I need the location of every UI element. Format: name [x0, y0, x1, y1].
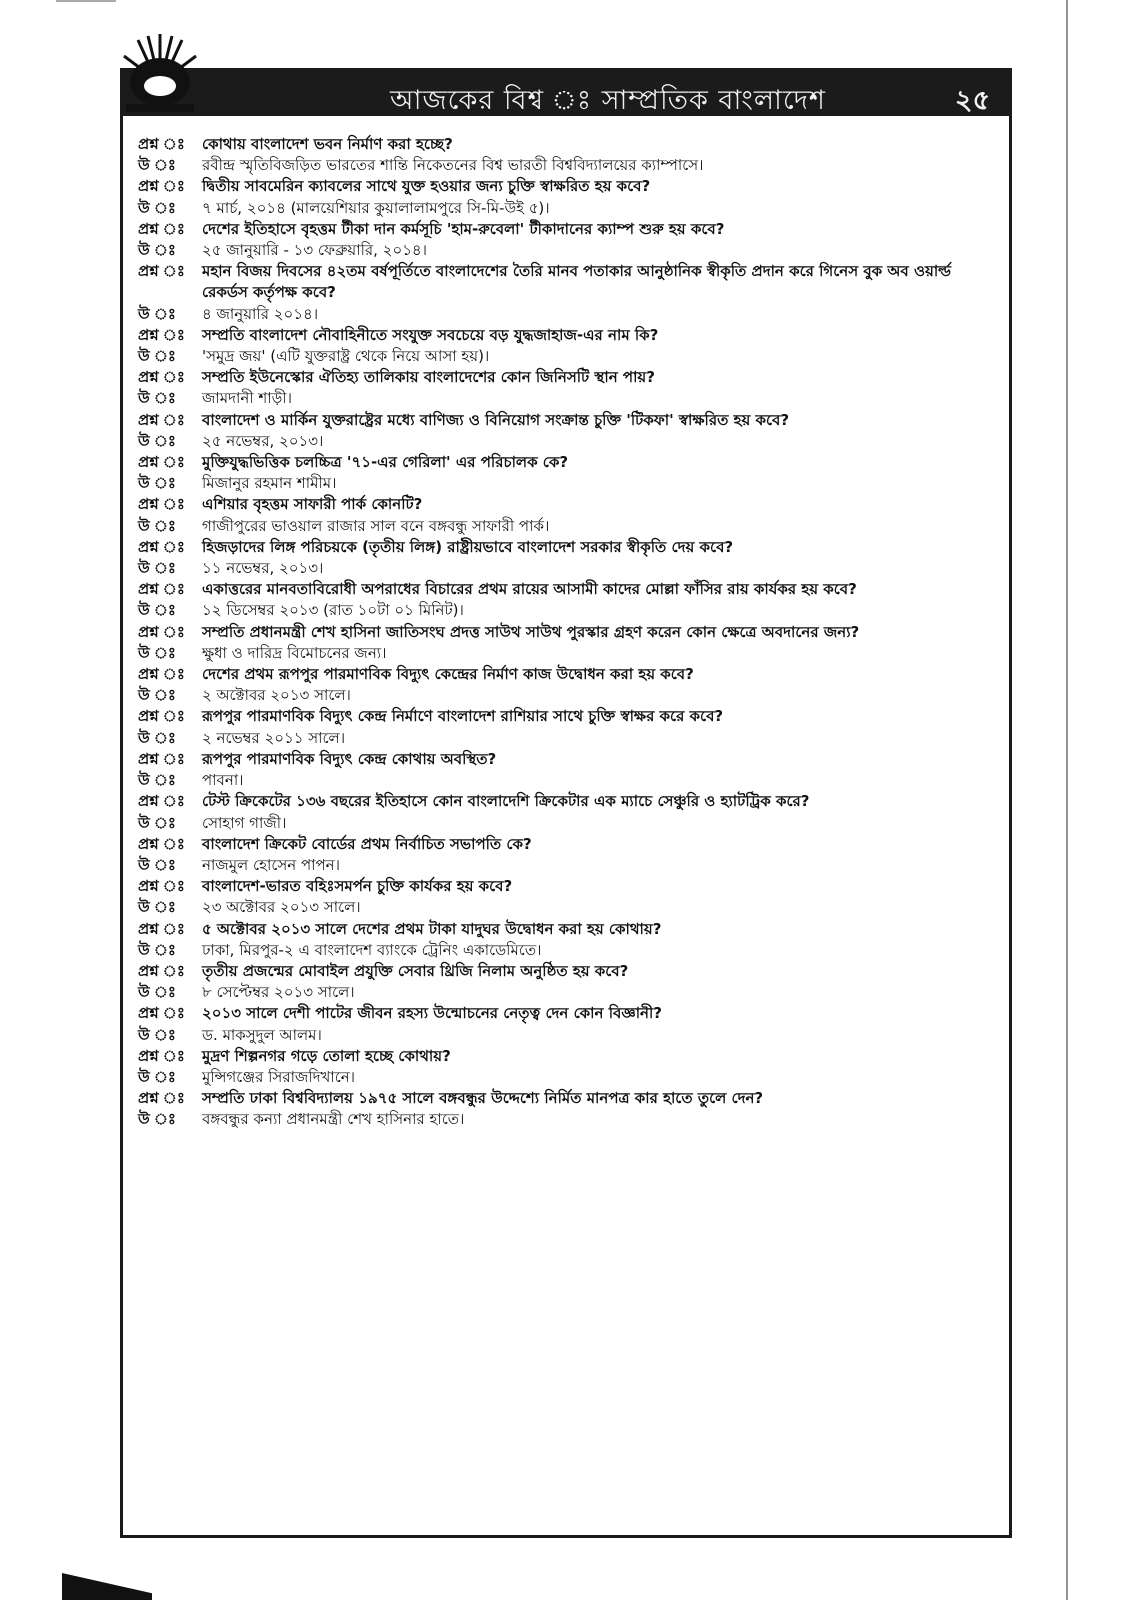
question-row [138, 919, 998, 940]
question-row [138, 1088, 998, 1109]
question-label: প্রশ্ন ঃ [138, 877, 185, 896]
question-label: প্রশ্ন ঃ [138, 219, 185, 238]
answer-text: ২ নভেম্বর ২০১১ সালে। [202, 728, 346, 747]
question-label: প্রশ্ন ঃ [138, 1089, 185, 1108]
answer-text: সোহাগ গাজী। [202, 813, 287, 832]
question-text: মুক্তিযুদ্ধভিত্তিক চলচ্চিত্র '৭১-এর গেরিলা' এর পরিচালক কে? [202, 453, 569, 472]
question-row [138, 1046, 998, 1067]
answer-label: উ ঃ [138, 855, 176, 874]
answer-row [138, 982, 998, 1003]
answer-label: উ ঃ [138, 771, 176, 790]
answer-row [138, 855, 998, 876]
answer-row [138, 1067, 998, 1088]
question-text: মুদ্রণ শিল্পনগর গড়ে তোলা হচ্ছে কোথায়? [202, 1046, 451, 1065]
answer-text: ২ অক্টোবর ২০১৩ সালে। [202, 686, 351, 705]
question-label: প্রশ্ন ঃ [138, 834, 185, 853]
answer-text: ১২ ডিসেম্বর ২০১৩ (রাত ১০টা ০১ মিনিট)। [202, 601, 464, 620]
question-row [138, 579, 998, 600]
answer-label: উ ঃ [138, 156, 176, 175]
question-row [138, 325, 998, 346]
question-text: দেশের প্রথম রূপপুর পারমাণবিক বিদ্যুৎ কেন্দ্রের নির্মাণ কাজ উদ্বোধন করা হয় কবে? [202, 665, 694, 684]
question-text: সম্প্রতি বাংলাদেশ নৌবাহিনীতে সংযুক্ত সবচেয়ে বড় যুদ্ধজাহাজ-এর নাম কি? [202, 325, 659, 344]
answer-text: ১১ নভেম্বর, ২০১৩। [202, 559, 324, 578]
question-label: প্রশ্ন ঃ [138, 135, 185, 153]
answer-text: ৪ জানুয়ারি ২০১৪। [202, 304, 319, 323]
page-title: আজকের বিশ্ব ঃ সাম্প্রতিক বাংলাদেশ [390, 85, 826, 116]
question-text: রূপপুর পারমাণবিক বিদ্যুৎ কেন্দ্র নির্মাণে বাংলাদেশ রাশিয়ার সাথে চুক্তি স্বাক্ষর করে কবে? [202, 707, 724, 726]
answer-row [138, 770, 998, 791]
question-row [138, 219, 998, 240]
answer-label: উ ঃ [138, 516, 176, 535]
question-text: বাংলাদেশ-ভারত বহিঃসমর্পন চুক্তি কার্যকর হয় কবে? [202, 877, 513, 896]
answer-row [138, 643, 998, 664]
question-row [138, 537, 998, 558]
answer-label: উ ঃ [138, 1025, 176, 1044]
answer-label: উ ঃ [138, 728, 176, 747]
answer-row [138, 685, 998, 706]
question-text: মহান বিজয় দিবসের ৪২তম বর্ষপূর্তিতে বাংলাদেশের তৈরি মানব পতাকার আনুষ্ঠানিক স্বীকৃতি প্রদান করে গিনেস বুক অব ওয়ার্ল্ড রেকর্ডস কর্তৃপক্ষ কবে? [202, 262, 952, 302]
answer-label: উ ঃ [138, 304, 176, 323]
question-row [138, 749, 998, 770]
answer-row [138, 155, 998, 176]
answer-text: নাজমুল হোসেন পাপন। [202, 855, 341, 874]
question-label: প্রশ্ন ঃ [138, 325, 185, 344]
question-text: বাংলাদেশ ক্রিকেট বোর্ডের প্রথম নির্বাচিত সভাপতি কে? [202, 834, 532, 853]
answer-text: গাজীপুরের ভাওয়াল রাজার সাল বনে বঙ্গবন্ধু সাফারী পার্ক। [202, 516, 550, 535]
answer-row [138, 813, 998, 834]
answer-row [138, 431, 998, 452]
page-header [120, 68, 1012, 116]
answer-row [138, 304, 998, 325]
answer-text: ২৫ জানুয়ারি - ১৩ ফেব্রুয়ারি, ২০১৪। [202, 241, 428, 260]
answer-label: উ ঃ [138, 813, 176, 832]
question-row [138, 664, 998, 685]
answer-row [138, 1109, 998, 1130]
scan-mark-bottom [62, 1555, 152, 1600]
question-label: প্রশ্ন ঃ [138, 177, 185, 196]
answer-label: উ ঃ [138, 198, 176, 217]
answer-row [138, 897, 998, 918]
question-row [138, 134, 998, 155]
scan-edge-line [1066, 0, 1068, 1600]
question-text: হিজড়াদের লিঙ্গ পরিচয়কে (তৃতীয় লিঙ্গ) রাষ্ট্রীয়ভাবে বাংলাদেশ সরকার স্বীকৃতি দেয় কবে? [202, 537, 734, 556]
question-label: প্রশ্ন ঃ [138, 749, 185, 768]
answer-label: উ ঃ [138, 559, 176, 578]
question-row [138, 1003, 998, 1024]
answer-text: ৭ মার্চ, ২০১৪ (মালয়েশিয়ার কুয়ালালামপুরে সি-মি-উই ৫)। [202, 198, 550, 217]
answer-label: উ ঃ [138, 940, 176, 959]
question-text: টেস্ট ক্রিকেটের ১৩৬ বছরের ইতিহাসে কোন বাংলাদেশি ক্রিকেটার এক ম্যাচে সেঞ্চুরি ও হ্যাটট্রিক করে? [202, 792, 810, 811]
question-row [138, 261, 998, 303]
answer-label: উ ঃ [138, 1110, 176, 1129]
question-row [138, 410, 998, 431]
question-text: সম্প্রতি ইউনেস্কোর ঐতিহ্য তালিকায় বাংলাদেশের কোন জিনিসটি স্থান পায়? [202, 368, 655, 387]
question-label: প্রশ্ন ঃ [138, 707, 185, 726]
page-number: ২৫ [954, 85, 990, 116]
answer-label: উ ঃ [138, 474, 176, 493]
answer-text: পাবনা। [202, 771, 244, 790]
question-text: ৫ অক্টোবর ২০১৩ সালে দেশের প্রথম টাকা যাদুঘর উদ্বোধন করা হয় কোথায়? [202, 919, 662, 938]
question-label: প্রশ্ন ঃ [138, 622, 185, 641]
question-text: ২০১৩ সালে দেশী পাটের জীবন রহস্য উন্মোচনের নেতৃত্ব দেন কোন বিজ্ঞানী? [202, 1004, 662, 1023]
question-row [138, 834, 998, 855]
answer-text: মুন্সিগঞ্জের সিরাজদিখানে। [202, 1067, 356, 1086]
answer-row [138, 558, 998, 579]
question-label: প্রশ্ন ঃ [138, 453, 185, 472]
question-text: এশিয়ার বৃহত্তম সাফারী পার্ক কোনটি? [202, 495, 423, 514]
question-label: প্রশ্ন ঃ [138, 410, 185, 429]
answer-label: উ ঃ [138, 898, 176, 917]
answer-label: উ ঃ [138, 431, 176, 450]
answer-text: ঢাকা, মিরপুর-২ এ বাংলাদেশ ব্যাংকে ট্রেনিং একাডেমিতে। [202, 940, 542, 959]
answer-label: উ ঃ [138, 601, 176, 620]
question-label: প্রশ্ন ঃ [138, 665, 185, 684]
answer-row [138, 940, 998, 961]
question-row [138, 452, 998, 473]
question-row [138, 706, 998, 727]
answer-text: ২৩ অক্টোবর ২০১৩ সালে। [202, 898, 361, 917]
answer-label: উ ঃ [138, 347, 176, 366]
answer-row [138, 473, 998, 494]
answer-label: উ ঃ [138, 1067, 176, 1086]
answer-text: ড. মাকসুদুল আলম। [202, 1025, 322, 1044]
question-row [138, 961, 998, 982]
answer-row [138, 388, 998, 409]
answer-text: ৮ সেপ্টেম্বর ২০১৩ সালে। [202, 983, 355, 1002]
answer-row [138, 728, 998, 749]
answer-text: ২৫ নভেম্বর, ২০১৩। [202, 431, 324, 450]
question-label: প্রশ্ন ঃ [138, 961, 185, 980]
question-label: প্রশ্ন ঃ [138, 792, 185, 811]
answer-row [138, 1025, 998, 1046]
question-text: সম্প্রতি প্রধানমন্ত্রী শেখ হাসিনা জাতিসংঘ প্রদত্ত সাউথ সাউথ পুরস্কার গ্রহণ করেন কোন ক্ষেত্রে অবদানের জন্য? [202, 622, 860, 641]
answer-text: রবীন্দ্র স্মৃতিবিজড়িত ভারতের শান্তি নিকেতনের বিশ্ব ভারতী বিশ্ববিদ্যালয়ের ক্যাম্পাসে। [202, 156, 704, 175]
question-row [138, 494, 998, 515]
answer-text: 'সমুদ্র জয়' (এটি যুক্তরাষ্ট্র থেকে নিয়ে আসা হয়)। [202, 347, 490, 366]
question-text: কোথায় বাংলাদেশ ভবন নির্মাণ করা হচ্ছে? [202, 135, 453, 153]
question-text: দেশের ইতিহাসে বৃহত্তম টীকা দান কর্মসূচি 'হাম-রুবেলা' টীকাদানের ক্যাম্প শুরু হয় কবে? [202, 219, 725, 238]
question-row [138, 876, 998, 897]
answer-text: ক্ষুধা ও দারিদ্র বিমোচনের জন্য। [202, 643, 387, 662]
question-label: প্রশ্ন ঃ [138, 580, 185, 599]
question-label: প্রশ্ন ঃ [138, 1046, 185, 1065]
question-label: প্রশ্ন ঃ [138, 1004, 185, 1023]
answer-label: উ ঃ [138, 643, 176, 662]
question-text: তৃতীয় প্রজন্মের মোবাইল প্রযুক্তি সেবার থ্রিজি নিলাম অনুষ্ঠিত হয় কবে? [202, 961, 629, 980]
question-text: বাংলাদেশ ও মার্কিন যুক্তরাষ্ট্রের মধ্যে বাণিজ্য ও বিনিয়োগ সংক্রান্ত চুক্তি 'টিকফা' স্বাক্ষরিত হয় কবে? [202, 410, 790, 429]
answer-label: উ ঃ [138, 241, 176, 260]
question-label: প্রশ্ন ঃ [138, 368, 185, 387]
answer-row [138, 346, 998, 367]
scan-mark-top [56, 0, 116, 12]
answer-row [138, 240, 998, 261]
answer-row [138, 600, 998, 621]
answer-label: উ ঃ [138, 686, 176, 705]
question-text: দ্বিতীয় সাবমেরিন ক্যাবলের সাথে যুক্ত হওয়ার জন্য চুক্তি স্বাক্ষরিত হয় কবে? [202, 177, 651, 196]
answer-row [138, 198, 998, 219]
question-label: প্রশ্ন ঃ [138, 919, 185, 938]
question-text: একাত্তরের মানবতাবিরোধী অপরাধের বিচারের প্রথম রায়ের আসামী কাদের মোল্লা ফাঁসির রায় কার্যকর হয় কবে? [202, 580, 857, 599]
qa-list [138, 134, 998, 1131]
question-row [138, 791, 998, 812]
question-label: প্রশ্ন ঃ [138, 495, 185, 514]
question-text: রূপপুর পারমাণবিক বিদ্যুৎ কেন্দ্র কোথায় অবস্থিত? [202, 749, 497, 768]
answer-text: বঙ্গবন্ধুর কন্যা প্রধানমন্ত্রী শেখ হাসিনার হাতে। [202, 1110, 465, 1129]
question-label: প্রশ্ন ঃ [138, 537, 185, 556]
question-row [138, 367, 998, 388]
answer-text: জামদানী শাড়ী। [202, 389, 292, 408]
answer-label: উ ঃ [138, 389, 176, 408]
publisher-logo-icon [118, 30, 202, 118]
question-row [138, 176, 998, 197]
question-row [138, 622, 998, 643]
answer-label: উ ঃ [138, 983, 176, 1002]
answer-row [138, 516, 998, 537]
question-label: প্রশ্ন ঃ [138, 262, 185, 281]
answer-text: মিজানুর রহমান শামীম। [202, 474, 337, 493]
question-text: সম্প্রতি ঢাকা বিশ্ববিদ্যালয় ১৯৭৫ সালে বঙ্গবন্ধুর উদ্দেশ্যে নির্মিত মানপত্র কার হাতে তুলে দেন? [202, 1089, 764, 1108]
